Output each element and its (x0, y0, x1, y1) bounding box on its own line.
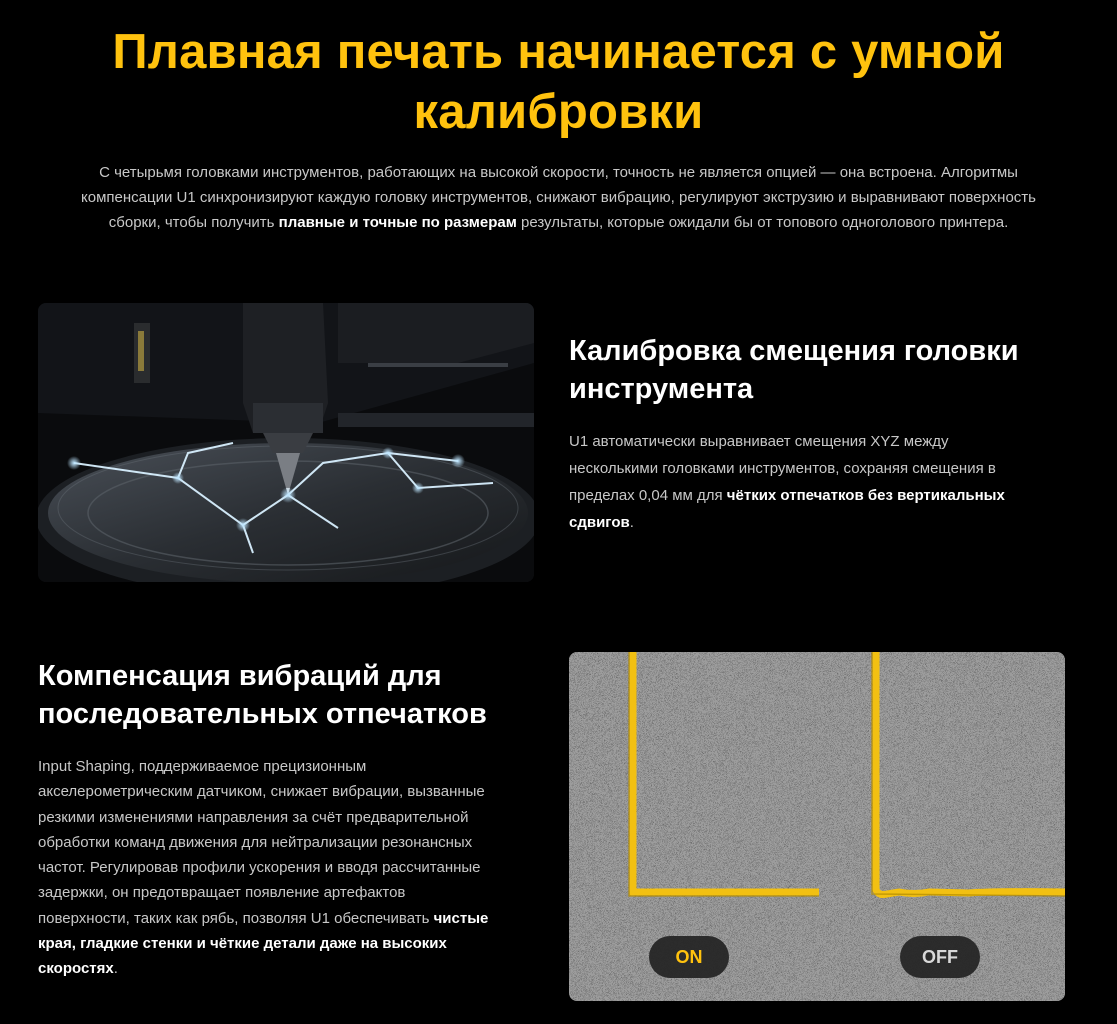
hero-title-line2: калибровки (413, 85, 704, 139)
offset-text-l2: несколькими головками инструментов, сохраняя смещения в (569, 460, 996, 477)
hero-desc-highlight: плавные и точные по размерам (278, 214, 517, 231)
hero-title (0, 22, 1117, 142)
offset-calibration-text (569, 428, 1054, 536)
offset-title-line1: Калибровка смещения головки (569, 335, 1019, 367)
vibration-text-l1: Input Shaping, поддерживаемое прецизионным (38, 758, 367, 775)
vibration-text-l3: резкими изменениями направления за счёт предварительной (38, 808, 469, 826)
vibration-title-line1: Компенсация вибраций для (38, 660, 442, 692)
offset-title-line2: инструмента (569, 373, 754, 405)
vibration-text-l6: задержки, он предотвращает появление артефактов (38, 884, 406, 902)
hero-desc-line1: С четырьмя головками инструментов, работающих на высокой скорости, точность не является опцией — она встроена. Алгоритмы (99, 164, 1018, 181)
vibration-text-l4: обработки команд движения для нейтрализации резонансных (38, 833, 473, 851)
vibration-text-l5: частот. Регулировав профили ускорения и вводя рассчитанные (38, 859, 481, 877)
offset-text-end: . (629, 514, 634, 531)
offset-text-l1: U1 автоматически выравнивает смещения XYZ между (569, 433, 949, 450)
vibration-text-end: . (113, 960, 118, 978)
vibration-text-highlight-2: края, гладкие стенки и чёткие детали даже на высоких (38, 935, 447, 953)
offset-text-highlight-1: чётких отпечатков без вертикальных (726, 487, 1005, 504)
input-shaping-on-badge: ON (649, 936, 729, 978)
vibration-text-highlight-1: чистые (433, 909, 489, 927)
offset-text-highlight-2: сдвигов (569, 514, 630, 531)
input-shaping-off-badge: OFF (900, 936, 980, 978)
input-shaping-comparison-image (569, 652, 1065, 1001)
vibration-text-l7: поверхности, таких как рябь, позволяя U1 обеспечивать (38, 909, 434, 927)
vibration-text-highlight-3: скоростях (38, 960, 114, 978)
hero-title-line1: Плавная печать начинается с умной (112, 25, 1005, 79)
vibration-compensation-text (38, 754, 538, 982)
toolhead-calibration-image (38, 303, 534, 582)
hero-desc-line3-start: сборки, чтобы получить (108, 214, 279, 231)
vibration-compensation-title (38, 657, 558, 733)
hero-desc-line3-end: результаты, которые ожидали бы от топового одноголового принтера. (516, 214, 1009, 231)
offset-calibration-title (569, 332, 1089, 408)
offset-text-l3: пределах 0,04 мм для (569, 487, 727, 504)
hero-description (20, 160, 1097, 235)
hero-desc-line2: компенсации U1 синхронизируют каждую головку инструментов, снижают вибрацию, регулируют экструзию и выравнивают поверхность (81, 189, 1036, 206)
vibration-text-l2: акселерометрическим датчиком, снижает вибрации, вызванные (38, 783, 485, 801)
vibration-title-line2: последовательных отпечатков (38, 698, 487, 730)
